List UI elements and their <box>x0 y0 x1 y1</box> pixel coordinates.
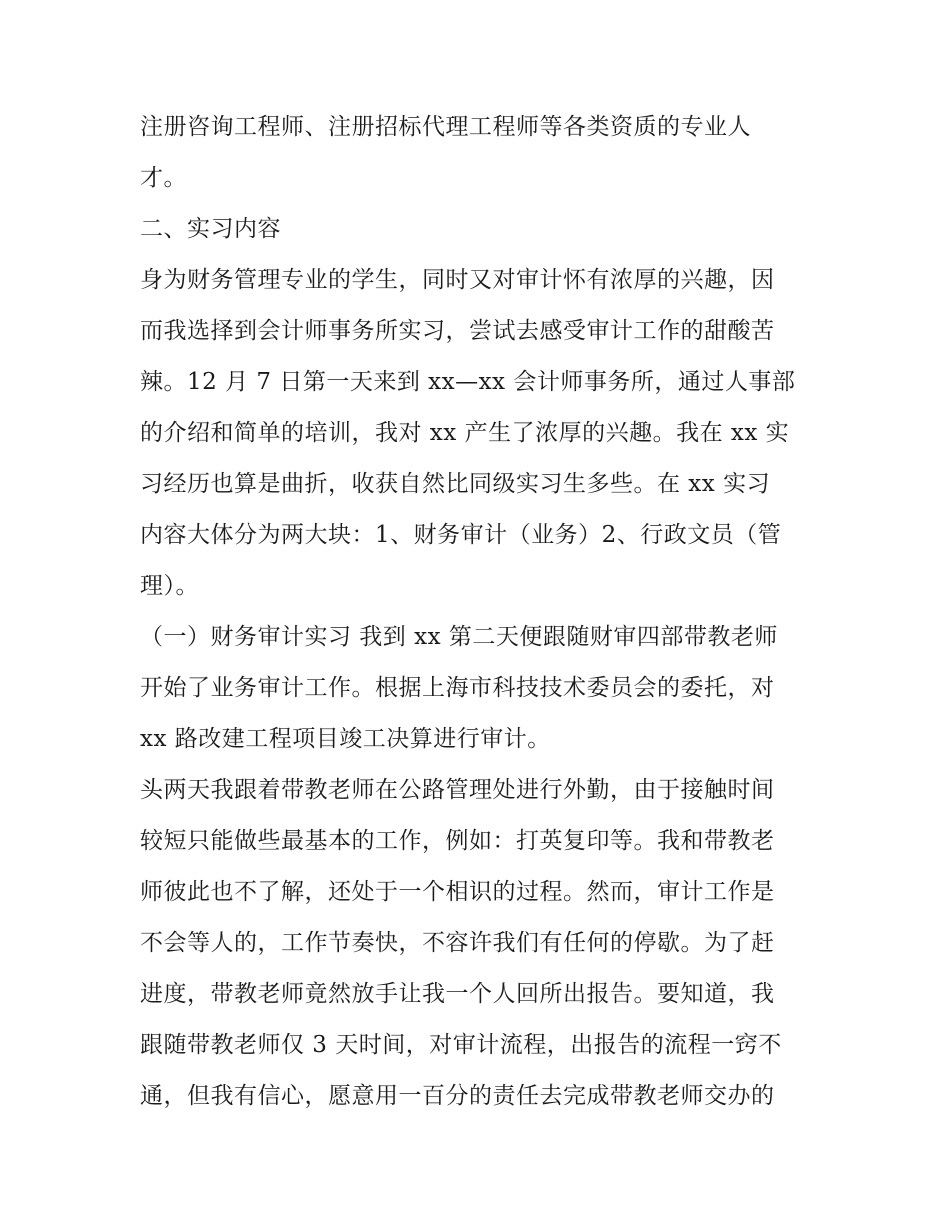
text-line: 师彼此也不了解，还处于一个相识的过程。然而，审计工作是 <box>140 879 775 905</box>
text-line: 跟随带教老师仅 3 天时间，对审计流程，出报告的流程一窍不 <box>140 1032 782 1058</box>
text-line: 通，但我有信心，愿意用一百分的责任去完成带教老师交办的 <box>140 1083 775 1109</box>
text-line: 理）。 <box>140 573 199 599</box>
text-line: （一）财务审计实习 我到 xx 第二天便跟随财审四部带教老师 <box>140 624 778 650</box>
text-line: 内容大体分为两大块：1、财务审计（业务）2、行政文员（管 <box>140 522 782 548</box>
text-line: xx 路改建工程项目竣工决算进行审计。 <box>140 726 551 752</box>
text-line: 较短只能做些最基本的工作，例如：打英复印等。我和带教老 <box>140 828 775 854</box>
text-line: 习经历也算是曲折，收获自然比同级实习生多些。在 xx 实习 <box>140 471 771 497</box>
text-line: 的介绍和简单的培训，我对 xx 产生了浓厚的兴趣。我在 xx 实 <box>140 420 790 446</box>
text-line: 注册咨询工程师、注册招标代理工程师等各类资质的专业人 <box>140 114 751 140</box>
body-text <box>140 102 820 1122</box>
section-heading: 二、实习内容 <box>140 216 281 242</box>
text-line: 才。 <box>140 165 187 191</box>
text-line: 头两天我跟着带教老师在公路管理处进行外勤，由于接触时间 <box>140 777 775 803</box>
text-line: 辣。12 月 7 日第一天来到 xx—xx 会计师事务所，通过人事部 <box>140 369 796 395</box>
text-line: 身为财务管理专业的学生，同时又对审计怀有浓厚的兴趣，因 <box>140 267 775 293</box>
text-line: 而我选择到会计师事务所实习，尝试去感受审计工作的甜酸苦 <box>140 318 775 344</box>
text-line: 开始了业务审计工作。根据上海市科技技术委员会的委托，对 <box>140 675 775 701</box>
text-line: 不会等人的，工作节奏快，不容许我们有任何的停歇。为了赶 <box>140 930 775 956</box>
text-line: 进度，带教老师竟然放手让我一个人回所出报告。要知道，我 <box>140 981 775 1007</box>
